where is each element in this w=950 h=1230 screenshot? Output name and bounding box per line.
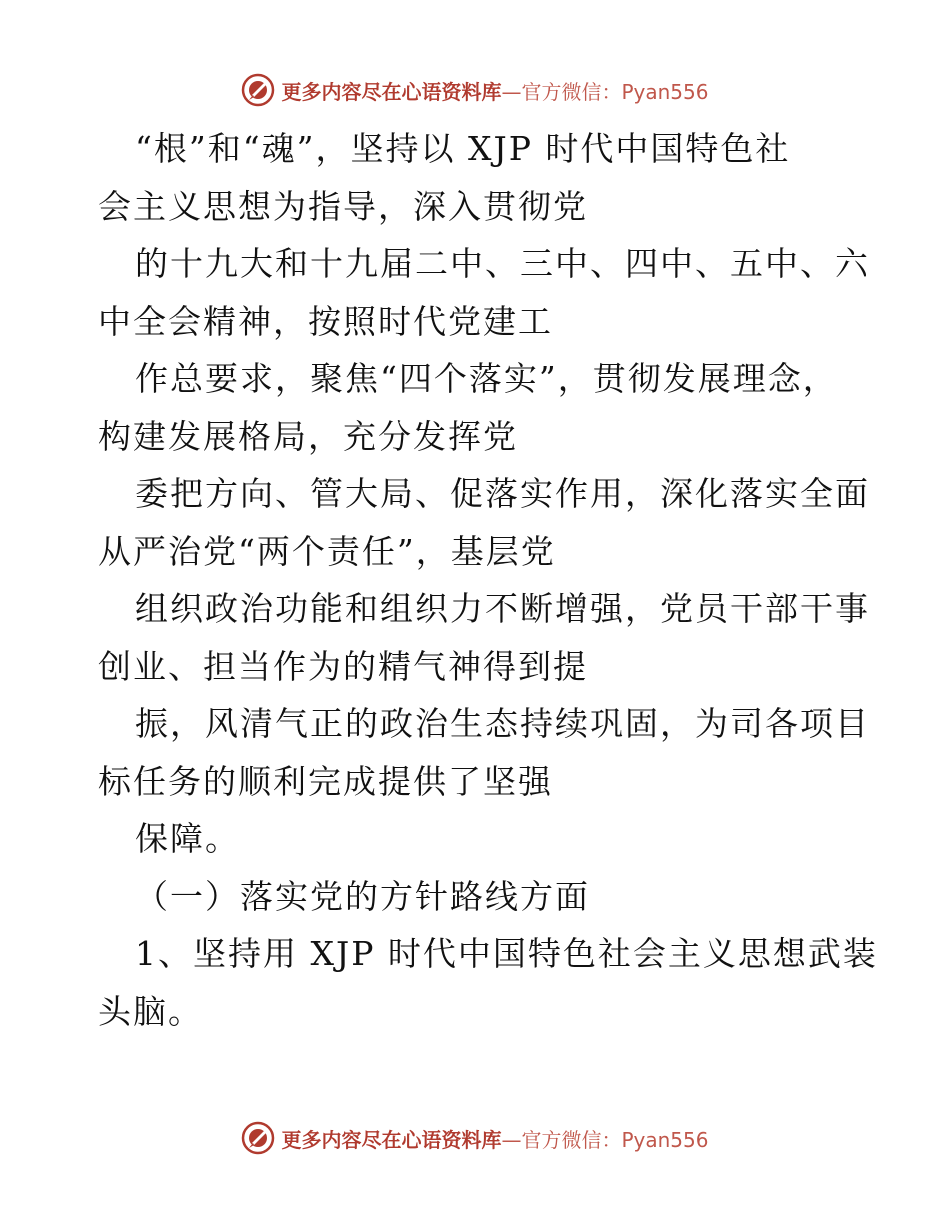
header-banner-main: 更多内容尽在心语资料库	[281, 79, 502, 104]
footer-banner-text	[281, 1124, 708, 1153]
footer-banner-contact: 官方微信：Pyan556	[521, 1127, 709, 1152]
body-line: 会主义思想为指导，深入贯彻党	[98, 186, 588, 226]
body-line: 头脑。	[98, 991, 203, 1031]
body-line: 委把方向、管大局、促落实作用，深化落实全面	[135, 474, 870, 513]
header-banner-text	[281, 76, 708, 105]
footer-banner-sep: —	[501, 1127, 522, 1152]
body-line: 作总要求，聚焦“四个落实”，贯彻发展理念，	[135, 359, 838, 398]
body-line: 创业、担当作为的精气神得到提	[98, 646, 588, 686]
logo-icon	[241, 1121, 275, 1155]
body-line: 标任务的顺利完成提供了坚强	[98, 761, 553, 801]
document-body	[98, 120, 878, 1040]
header-banner-contact: 官方微信：Pyan556	[521, 79, 709, 104]
body-line: 振，风清气正的政治生态持续巩固，为司各项目	[135, 704, 870, 743]
body-line: 的十九大和十九届二中、三中、四中、五中、六	[135, 244, 870, 283]
footer-banner-main: 更多内容尽在心语资料库	[281, 1127, 502, 1152]
logo-icon	[241, 73, 275, 107]
header-banner	[0, 70, 950, 110]
footer-banner-inner	[241, 1121, 708, 1155]
section-heading: （一）落实党的方针路线方面	[135, 876, 590, 916]
body-line: 构建发展格局，充分发挥党	[98, 416, 518, 456]
body-line: “根”和“魂”，坚持以 XJP 时代中国特色社	[135, 129, 791, 168]
body-line: 中全会精神，按照时代党建工	[98, 301, 553, 341]
subsection-heading: 1、坚持用 XJP 时代中国特色社会主义思想武装	[135, 934, 878, 973]
header-banner-sep: —	[501, 79, 522, 104]
body-line: 组织政治功能和组织力不断增强，党员干部干事	[135, 589, 870, 628]
footer-banner	[0, 1118, 950, 1158]
body-line: 从严治党“两个责任”，基层党	[98, 531, 556, 571]
body-line: 保障。	[135, 819, 240, 858]
header-banner-inner	[241, 73, 708, 107]
